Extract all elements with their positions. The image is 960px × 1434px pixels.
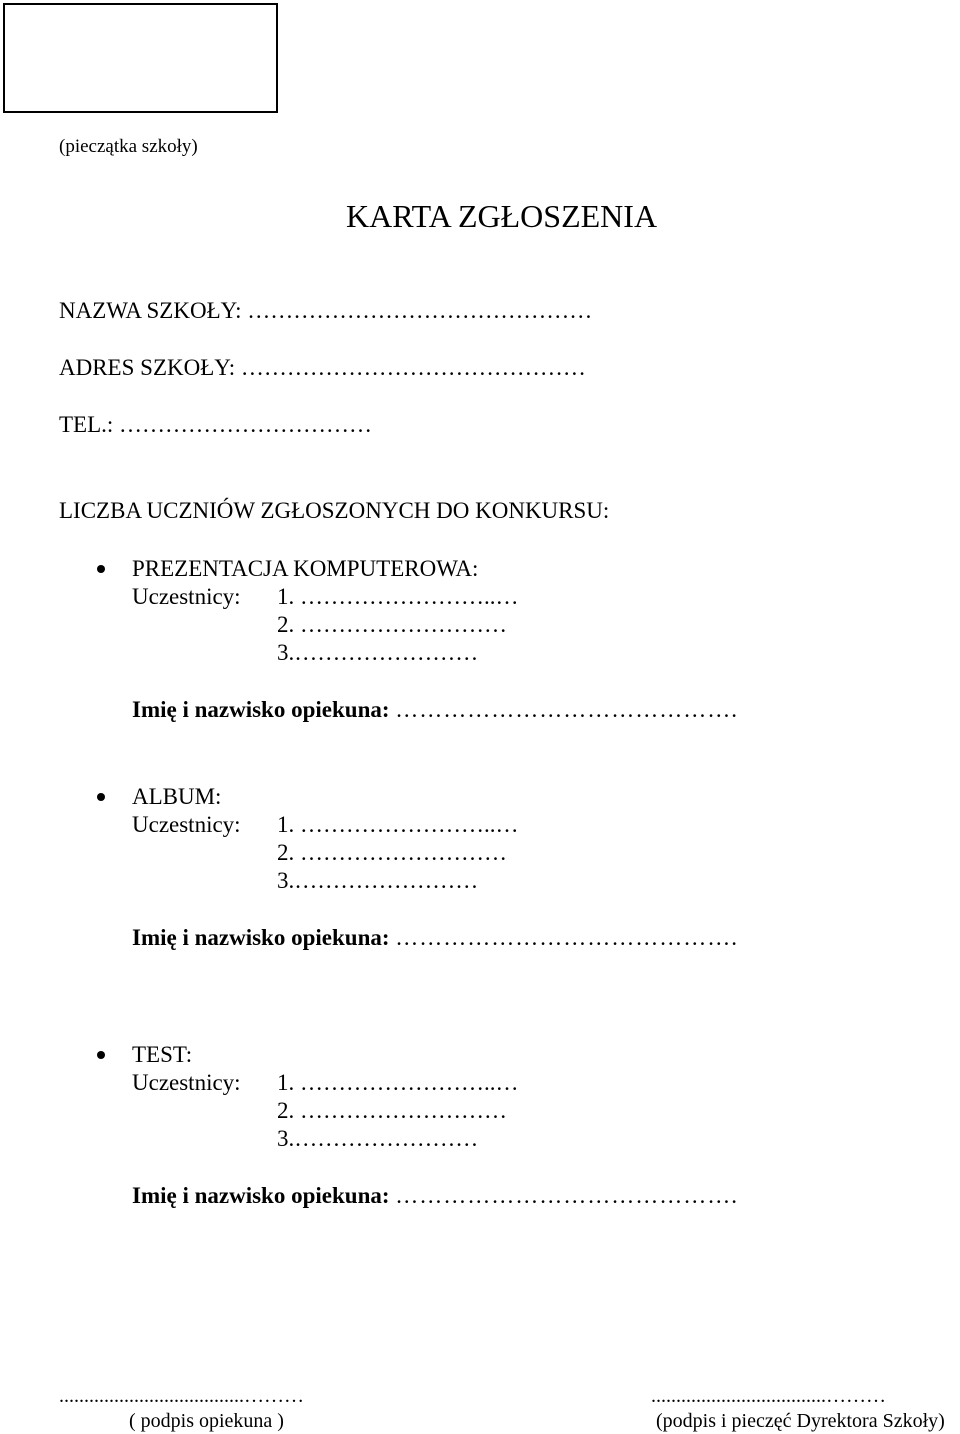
guardian-label: Imię i nazwisko opiekuna: <box>132 697 390 722</box>
section-title: ALBUM: <box>132 784 222 809</box>
participants-label: Uczestnicy: <box>132 812 241 837</box>
competition-section-prezentacja <box>0 556 960 722</box>
bullet-icon <box>97 1051 105 1059</box>
participant-line-2: 2. ……………………… <box>277 612 507 637</box>
guardian-signature-label: ( podpis opiekuna ) <box>129 1410 284 1432</box>
competition-section-album <box>0 784 960 950</box>
students-count-heading: LICZBA UCZNIÓW ZGŁOSZONYCH DO KONKURSU: <box>59 498 610 523</box>
section-title: PREZENTACJA KOMPUTEROWA: <box>132 556 479 581</box>
section-title: TEST: <box>132 1042 193 1067</box>
participants-label: Uczestnicy: <box>132 1070 241 1095</box>
participant-line-3: 3.…………………… <box>277 868 479 893</box>
bullet-icon <box>97 793 105 801</box>
guardian-dots: ……………………………………. <box>395 925 739 950</box>
participant-line-1: 1. ……………………..… <box>277 584 519 609</box>
participant-line-1: 1. ……………………..… <box>277 1070 519 1095</box>
form-title: KARTA ZGŁOSZENIA <box>346 198 658 234</box>
participant-line-3: 3.…………………… <box>277 640 479 665</box>
bullet-icon <box>97 565 105 573</box>
director-signature-line: ...................................……… <box>651 1385 886 1407</box>
stamp-caption: (pieczątka szkoły) <box>59 136 198 157</box>
guardian-field <box>132 698 738 721</box>
guardian-label: Imię i nazwisko opiekuna: <box>132 925 390 950</box>
participant-line-1: 1. ……………………..… <box>277 812 519 837</box>
school-name-field: NAZWA SZKOŁY: ……………………………………… <box>59 298 593 323</box>
guardian-label: Imię i nazwisko opiekuna: <box>132 1183 390 1208</box>
phone-field: TEL.: …………………………… <box>59 412 373 437</box>
guardian-field <box>132 1184 738 1207</box>
participants-label: Uczestnicy: <box>132 584 241 609</box>
participant-line-3: 3.…………………… <box>277 1126 479 1151</box>
competition-section-test <box>0 1042 960 1208</box>
school-stamp-box <box>3 3 278 113</box>
director-signature-label: (podpis i pieczęć Dyrektora Szkoły) <box>656 1410 945 1432</box>
guardian-dots: ……………………………………. <box>395 697 739 722</box>
participant-line-2: 2. ……………………… <box>277 840 507 865</box>
guardian-dots: ……………………………………. <box>395 1183 739 1208</box>
guardian-field <box>132 926 738 949</box>
guardian-signature-line: .....................................……… <box>59 1385 304 1407</box>
participant-line-2: 2. ……………………… <box>277 1098 507 1123</box>
school-address-field: ADRES SZKOŁY: ……………………………………… <box>59 355 586 380</box>
